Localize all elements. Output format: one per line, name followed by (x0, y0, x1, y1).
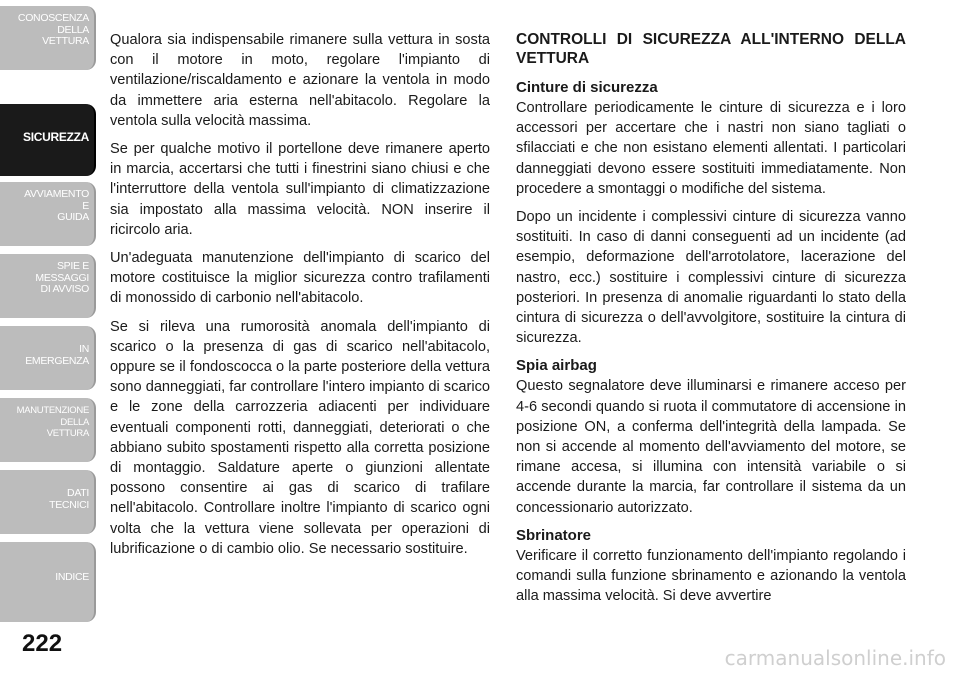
paragraph: Controllare periodicamente le cinture di sicurezza e i loro accessori per accertare che i nastri non siano tagliati o sfilacciati e che non esistano elementi allentati. I particolari danneggiati devono essere sostituiti immediatamente. Non procedere a smontaggi o modifiche del sistema. (516, 100, 906, 197)
tab-manutenzione-della-vettura[interactable] (0, 398, 96, 462)
tab-label: VETTURA (42, 35, 89, 47)
subsection-title-airbag: Spia airbag (516, 357, 597, 375)
tab-label: AVVIAMENTO (24, 188, 89, 200)
page-number: 222 (22, 630, 63, 657)
paragraph: Verificare il corretto funzionamento dell'impianto regolando i comandi sulla funzione sbrinamento e azionando la ventola alla massima velocità. Si deve avvertire (516, 547, 906, 605)
tab-sicurezza[interactable] (0, 104, 96, 176)
tab-dati-tecnici[interactable] (0, 470, 96, 534)
tab-spie-e-messaggi[interactable] (0, 254, 96, 318)
subsection-title-cinture: Cinture di sicurezza (516, 79, 658, 96)
tab-label: SICUREZZA (23, 130, 89, 144)
tab-label: E (82, 199, 89, 212)
tab-label: IN (79, 343, 89, 355)
paragraph: Dopo un incidente i complessivi cinture di sicurezza vanno sostituiti. In caso di danni conseguenti ad un incidente (ad esempio, deformazione dell'arrotolatore, lacerazione del nastro, ecc.) sostituire i complessivi cinture di sicurezza posteriori. In presenza di anomalie riguardanti lo stato della cintura di sicurezza o dell'avvolgitore, sostituire la cintura di sicurezza. (516, 209, 906, 347)
right-column (516, 30, 906, 614)
tab-label: VETTURA (46, 428, 89, 439)
subsection-title-sbrinatore: Sbrinatore (516, 526, 592, 544)
paragraph: Se per qualche motivo il portellone deve rimanere aperto in marcia, accertarsi che tutti i finestrini siano chiusi e che l'interruttore della ventola sull'impianto di climatizzazione sia impostato alla massima velocità. NON inserire il ricircolo aria. (110, 141, 490, 238)
tab-label: CONOSCENZA (17, 12, 89, 24)
tab-avviamento-e-guida[interactable] (0, 182, 96, 246)
tab-label: DELLA (60, 416, 89, 428)
tab-label: MESSAGGI (35, 271, 89, 284)
tab-label: TECNICI (49, 498, 89, 511)
tab-label: INDICE (55, 571, 89, 583)
tab-in-emergenza[interactable] (0, 326, 96, 390)
tab-conoscenza-della-vettura[interactable] (0, 6, 96, 70)
tab-label: DI AVVISO (40, 283, 89, 295)
paragraph: Un'adeguata manutenzione dell'impianto di scarico del motore costituisce la miglior sicurezza contro trafilamenti di monossido di carbonio nell'abitacolo. (110, 250, 490, 307)
tab-indice[interactable] (0, 542, 96, 622)
tab-label: DATI (67, 487, 89, 499)
watermark: carmanualsonline.info (724, 646, 946, 670)
tab-label: DELLA (57, 23, 89, 36)
tab-label: GUIDA (57, 211, 89, 223)
chapter-sidebar (0, 0, 100, 678)
tab-label: SPIE E (56, 260, 89, 272)
paragraph: Questo segnalatore deve illuminarsi e rimanere acceso per 4-6 secondi quando si ruota il commutatore di accensione in posizione ON, a conferma dell'integrità della lampada. Se non si accende al momento dell'avviamento del motore, se rimane accesa, si illumina con intensità variabile o si accende durante la marcia, far controllare il sistema da un concessionario autorizzato. (516, 378, 906, 516)
section-heading: CONTROLLI DI SICUREZZA ALL'INTERNO DELLA VETTURA (516, 31, 906, 67)
tab-label: EMERGENZA (25, 354, 89, 367)
paragraph: Se si rileva una rumorosità anomala dell'impianto di scarico o la presenza di gas di scarico nell'abitacolo, oppure se il fondoscocca o la parte posteriore della vettura sono danneggiati, far controllare l'intero impianto di scarico e le zone della carrozzeria adiacenti per individuare eventuali componenti rotti, danneggiati, deteriorati o che abbiano subito spostamenti rispetto alla corretta posizione di montaggio. Saldature aperte o giunzioni allentate possono consentire ai gas di scarico di trafilare nell'abitacolo. Controllare inoltre l'impianto di scarico ogni volta che la vettura viene sollevata per operazioni di lubrificazione o di cambio olio. Se necessario sostituire. (110, 318, 491, 557)
paragraph: Qualora sia indispensabile rimanere sulla vettura in sosta con il motore in moto, regolare l'impianto di ventilazione/riscaldamento e azionare la ventola in modo da immettere aria esterna nell'abitacolo. Regolare la ventola sulla velocità massima. (110, 32, 490, 129)
left-column (110, 30, 490, 567)
tab-label: MANUTENZIONE (16, 405, 89, 416)
